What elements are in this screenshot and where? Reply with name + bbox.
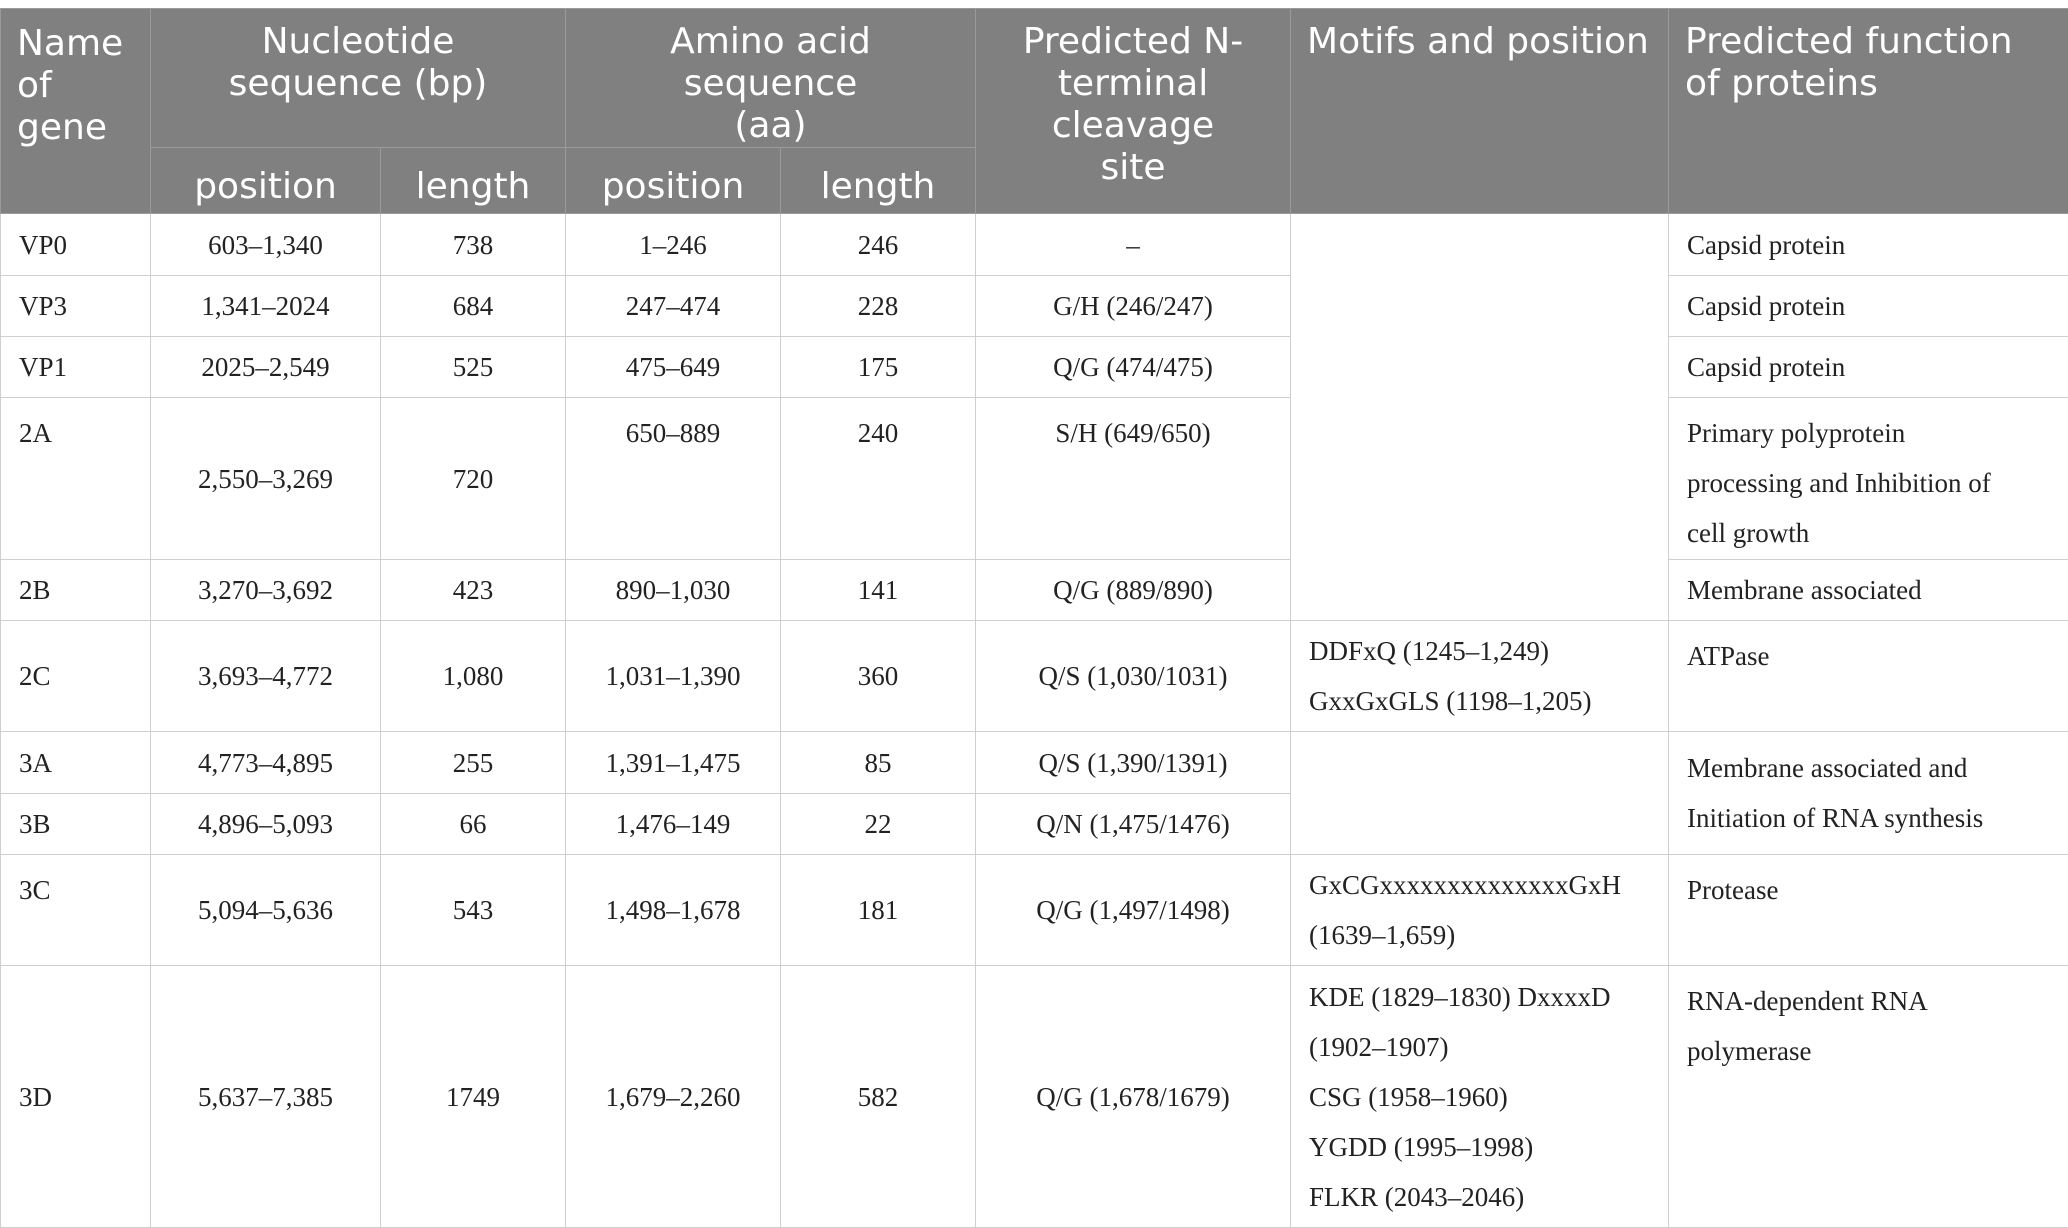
aa-length: 360 [781, 621, 976, 732]
motifs-position [1291, 621, 1669, 732]
nt-position: 4,773–4,895 [151, 732, 381, 794]
nt-position: 3,693–4,772 [151, 621, 381, 732]
protein-function [1669, 732, 2068, 855]
motifs-position [1291, 855, 1669, 966]
gene-name: 3B [1, 794, 151, 855]
nt-position: 2,550–3,269 [151, 398, 381, 560]
header-nt-position: position [151, 148, 381, 214]
motif-line: KDE (1829–1830) DxxxxD [1309, 972, 1650, 1022]
table-row [1, 621, 2068, 732]
table-row [1, 276, 2068, 337]
gene-name: 3D [1, 966, 151, 1228]
gene-name: 3A [1, 732, 151, 794]
function-line: polymerase [1687, 1026, 2050, 1076]
protein-function: Capsid protein [1669, 337, 2068, 398]
nt-length: 1749 [381, 966, 566, 1228]
aa-length: 141 [781, 560, 976, 621]
aa-position: 1,031–1,390 [566, 621, 781, 732]
header-function: Predicted function of proteins [1669, 9, 2068, 214]
nt-length: 423 [381, 560, 566, 621]
motifs-empty-cell [1291, 214, 1669, 621]
nt-position: 4,896–5,093 [151, 794, 381, 855]
nt-length: 255 [381, 732, 566, 794]
aa-position: 1,476–149 [566, 794, 781, 855]
table-row [1, 560, 2068, 621]
table-row [1, 214, 2068, 276]
aa-position: 247–474 [566, 276, 781, 337]
aa-length: 181 [781, 855, 976, 966]
function-line: Membrane associated and [1687, 743, 2050, 793]
header-name-of-gene: Name of gene [1, 9, 151, 214]
gene-name: 2B [1, 560, 151, 621]
cleavage-site: Q/N (1,475/1476) [976, 794, 1291, 855]
protein-function [1669, 398, 2068, 560]
table-row [1, 732, 2068, 794]
nt-length: 525 [381, 337, 566, 398]
header-nt-length: length [381, 148, 566, 214]
function-line: cell growth [1687, 508, 2050, 558]
motif-line: YGDD (1995–1998) [1309, 1122, 1650, 1172]
aa-position: 475–649 [566, 337, 781, 398]
aa-length: 228 [781, 276, 976, 337]
motif-line: (1902–1907) [1309, 1022, 1650, 1072]
nt-position: 603–1,340 [151, 214, 381, 276]
header-amino-acid-sequence: Amino acid sequence (aa) [566, 9, 976, 148]
aa-length: 22 [781, 794, 976, 855]
aa-length: 85 [781, 732, 976, 794]
aa-position: 650–889 [566, 398, 781, 560]
cleavage-site: Q/G (1,678/1679) [976, 966, 1291, 1228]
table-row [1, 966, 2068, 1228]
motif-line: CSG (1958–1960) [1309, 1072, 1650, 1122]
function-line: processing and Inhibition of [1687, 458, 2050, 508]
motif-line: GxxGxGLS (1198–1,205) [1309, 676, 1650, 726]
cleavage-site: Q/G (889/890) [976, 560, 1291, 621]
aa-position: 1–246 [566, 214, 781, 276]
nt-position: 3,270–3,692 [151, 560, 381, 621]
table-row [1, 855, 2068, 966]
motifs-position [1291, 966, 1669, 1228]
motif-line: GxCGxxxxxxxxxxxxxxGxH [1309, 860, 1650, 910]
aa-length: 582 [781, 966, 976, 1228]
gene-name: 2C [1, 621, 151, 732]
aa-length: 240 [781, 398, 976, 560]
table-row [1, 398, 2068, 560]
header-aa-length: length [781, 148, 976, 214]
nt-length: 543 [381, 855, 566, 966]
cleavage-site: G/H (246/247) [976, 276, 1291, 337]
nt-position: 5,637–7,385 [151, 966, 381, 1228]
header-motifs: Motifs and position [1291, 9, 1669, 214]
protein-function: Protease [1669, 855, 2068, 966]
cleavage-site: Q/G (1,497/1498) [976, 855, 1291, 966]
aa-position: 1,679–2,260 [566, 966, 781, 1228]
gene-name: VP1 [1, 337, 151, 398]
header-aa-position: position [566, 148, 781, 214]
protein-function: Capsid protein [1669, 214, 2068, 276]
motif-line: FLKR (2043–2046) [1309, 1172, 1650, 1222]
motifs-empty-cell [1291, 732, 1669, 855]
protein-function: Capsid protein [1669, 276, 2068, 337]
nt-position: 2025–2,549 [151, 337, 381, 398]
motif-line: DDFxQ (1245–1,249) [1309, 626, 1650, 676]
gene-name: VP3 [1, 276, 151, 337]
nt-length: 738 [381, 214, 566, 276]
protein-function [1669, 966, 2068, 1228]
function-line: Initiation of RNA synthesis [1687, 793, 2050, 843]
header-cleavage-site: Predicted N-terminal cleavage site [976, 9, 1291, 214]
cleavage-site: Q/S (1,390/1391) [976, 732, 1291, 794]
gene-name: 3C [1, 855, 151, 966]
nt-position: 1,341–2024 [151, 276, 381, 337]
gene-name: VP0 [1, 214, 151, 276]
motif-line: (1639–1,659) [1309, 910, 1650, 960]
gene-name: 2A [1, 398, 151, 560]
table-row [1, 337, 2068, 398]
cleavage-site: – [976, 214, 1291, 276]
protein-function: ATPase [1669, 621, 2068, 732]
aa-position: 890–1,030 [566, 560, 781, 621]
nt-length: 684 [381, 276, 566, 337]
function-line: RNA-dependent RNA [1687, 976, 2050, 1026]
aa-position: 1,391–1,475 [566, 732, 781, 794]
nt-length: 720 [381, 398, 566, 560]
aa-position: 1,498–1,678 [566, 855, 781, 966]
gene-annotation-table [0, 8, 2068, 1228]
function-line: Primary polyprotein [1687, 408, 2050, 458]
nt-length: 1,080 [381, 621, 566, 732]
aa-length: 175 [781, 337, 976, 398]
protein-function: Membrane associated [1669, 560, 2068, 621]
cleavage-site: Q/G (474/475) [976, 337, 1291, 398]
nt-position: 5,094–5,636 [151, 855, 381, 966]
header-nucleotide-sequence: Nucleotide sequence (bp) [151, 9, 566, 148]
aa-length: 246 [781, 214, 976, 276]
nt-length: 66 [381, 794, 566, 855]
cleavage-site: S/H (649/650) [976, 398, 1291, 560]
cleavage-site: Q/S (1,030/1031) [976, 621, 1291, 732]
